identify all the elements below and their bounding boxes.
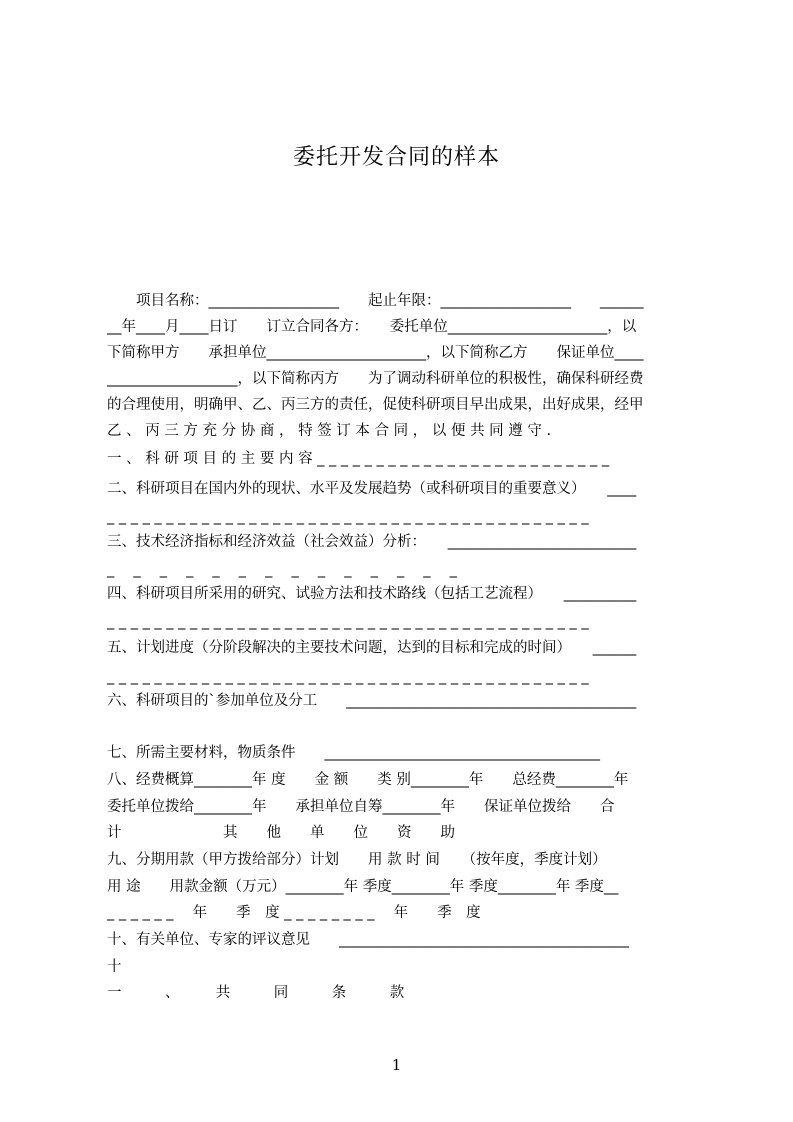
blank-line: _ _ _ _ _ _ _ _ _ _ _ _ _ _ bbox=[107, 562, 457, 578]
section-10-line: 十、有关单位、专家的评议意见 ________________________________________ bbox=[107, 932, 629, 948]
section-11-title: 一 、 共 同 条 款 bbox=[107, 985, 405, 1001]
section-8-line: 八、经费概算________年 度 金 额 类 别________年 总经费________年 bbox=[107, 772, 629, 788]
section-3-line: 三、技术经济指标和经济效益（社会效益）分析： __________________________ bbox=[107, 534, 637, 550]
blank-line: _ _ _ _ _ _ _ _ _ _ _ _ _ _ _ _ _ _ _ _ _ _ _ _ _ _ _ _ _ _ _ _ _ _ _ _ _ _ _ _ _ bbox=[107, 614, 589, 630]
section-1-line: 一 、 科 研 项 目 的 主 要 内 容 _ _ _ _ _ _ _ _ _ _ _ _ _ _ _ _ _ _ _ _ _ _ _ _ _ bbox=[107, 451, 610, 467]
parties-line: 下简称甲方 承担单位______________________，以下简称乙方 保证单位____ bbox=[107, 345, 644, 361]
other-funding-line: 计 其 他 单 位 资 助 bbox=[107, 825, 455, 841]
guarantor-line: __________________，以下简称丙方 为了调动科研单位的积极性，确保科研经费 bbox=[107, 371, 644, 387]
project-name-line: 项目名称：__________________ 起止年限：__________________ ______ bbox=[107, 293, 644, 309]
section-5-line: 五、计划进度（分阶段解决的主要技术问题，达到的目标和完成的时间） ______ bbox=[107, 640, 637, 656]
section-9-line: 九、分期用款（甲方拨给部分）计划 用 款 时 间 （按年度，季度计划） bbox=[107, 852, 607, 868]
agreement-line: 乙 、 丙 三 方 充 分 协 商 ， 特 签 订 本 合 同 ， 以 便 共 同 遵 守 . bbox=[107, 423, 552, 439]
usage-line: 用 途 用款金额（万元）________年 季度________年 季度________年 季度__ bbox=[107, 879, 619, 895]
section-2-line: 二、科研项目在国内外的现状、水平及发展趋势（或科研项目的重要意义） ____ bbox=[107, 481, 637, 497]
section-7-line: 七、所需主要材料，物质条件 ______________________________________ bbox=[107, 745, 600, 761]
page-number: 1 bbox=[391, 1056, 402, 1074]
blank-line: _ _ _ _ _ _ _ _ _ _ _ _ _ _ _ _ _ _ _ _ _ _ _ _ _ _ _ _ _ _ _ _ _ _ _ _ _ _ _ _ _ bbox=[107, 669, 589, 685]
usage-quarter-line: _ _ _ _ _ _ 年 季 度 _ _ _ _ _ _ _ _ 年 季 度 bbox=[107, 905, 481, 921]
blank-line: _ _ _ _ _ _ _ _ _ _ _ _ _ _ _ _ _ _ _ _ _ _ _ _ _ _ _ _ _ _ _ _ _ _ _ _ _ _ _ _ _ bbox=[107, 509, 589, 525]
contract-date-line: __年____月____日订 订立合同各方： 委托单位______________________，以 bbox=[107, 319, 637, 335]
purpose-line: 的合理使用，明确甲、乙、丙三方的责任，促使科研项目早出成果，出好成果，经甲 bbox=[107, 397, 644, 413]
section-6-line: 六、科研项目的`参加单位及分工 ________________________________________ bbox=[107, 693, 637, 709]
section-11-number: 十 bbox=[107, 959, 122, 975]
document-title: 委托开发合同的样本 bbox=[292, 145, 500, 170]
section-4-line: 四、科研项目所采用的研究、试验方法和技术路线（包括工艺流程） __________ bbox=[107, 586, 637, 602]
funding-sources-line: 委托单位拨给________年 承担单位自筹________年 保证单位拨给 合 bbox=[107, 799, 615, 815]
